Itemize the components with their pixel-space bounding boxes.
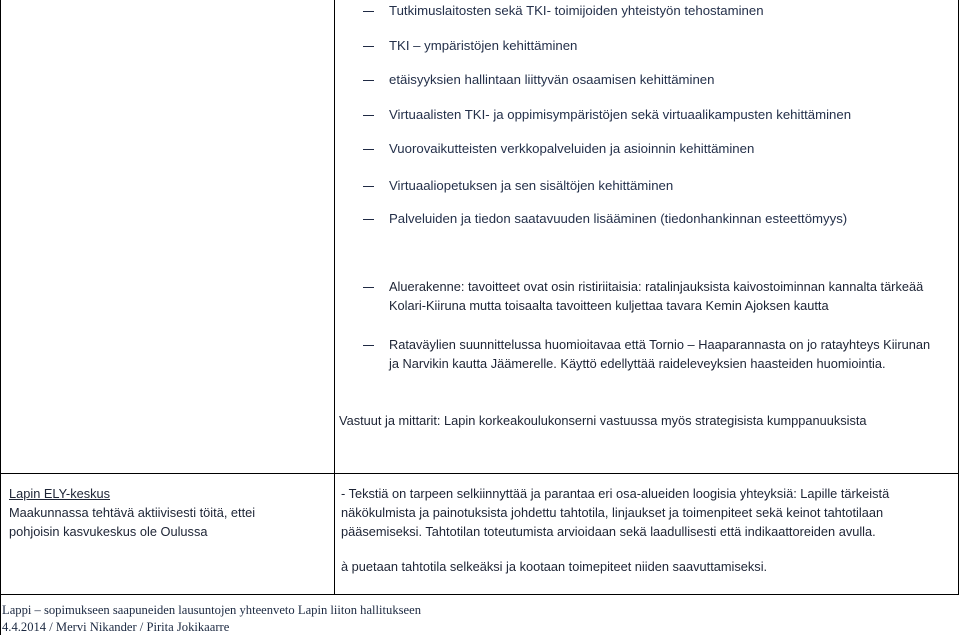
right-cell-paragraph-2: à puetaan tahtotila selkeäksi ja kootaan toimepiteet niiden saavuttamiseksi. [341,559,768,575]
left-cell [9,485,309,541]
table-border-left [0,0,1,635]
footer-line-2: 4.4.2014 / Mervi Nikander / Pirita Jokikaarre [2,620,230,634]
list-item: Vuorovaikutteisten verkkopalveluiden ja asioinnin kehittäminen [389,141,755,156]
right-cell [341,485,951,577]
footer-line-1: Lappi – sopimukseen saapuneiden lausuntojen yhteenveto Lapin liiton hallitukseen [2,603,421,617]
list-item: Palveluiden ja tiedon saatavuuden lisääminen (tiedonhankinnan esteettömyys) [389,211,848,226]
list-item: Rataväylien suunnittelussa huomioitavaa että Tornio – Haaparannasta on jo ratayhteys Kiirunan ja Narvikin kautta Jäämerelle. Käyttö edellyttää raideleveyksien haasteiden huomiointia. [389,337,931,371]
list-item: Virtuaalisten TKI- ja oppimisympäristöjen sekä virtuaalikampusten kehittäminen [389,107,852,122]
table-border-bottom [0,594,959,595]
table-border-right [958,0,959,595]
list-item: Tutkimuslaitosten sekä TKI- toimijoiden yhteistyön tehostaminen [389,3,764,18]
list-item: Virtuaaliopetuksen ja sen sisältöjen kehittäminen [389,178,674,193]
org-name: Lapin ELY-keskus [9,486,111,501]
responsibility-text: Vastuut ja mittarit: Lapin korkeakoulukonserni vastuussa myös strategisista kumppanuuksista [339,413,867,428]
list-item: etäisyyksien hallintaan liittyvän osaamisen kehittäminen [389,72,715,87]
table-divider [334,0,335,595]
list-item: TKI – ympäristöjen kehittäminen [389,38,578,53]
right-cell-paragraph-1: - Tekstiä on tarpeen selkiinnyttää ja parantaa eri osa-alueiden loogisia yhteyksiä: Lapille tärkeistä näkökulmista ja painotuksista johdettu tahtotila, linjaukset ja toimenpiteet sekä keinot tahtotilaan pääsemiseksi. Tahtotilan toteutumista arvioidaan sekä laadullisesti että indikaattoreiden avulla. [341,486,890,539]
table-row-divider [0,473,959,474]
list-item: Aluerakenne: tavoitteet ovat osin ristiriitaisia: ratalinjauksista kaivostoiminnan kannalta tärkeää Kolari-Kiiruna mutta toisaalta tavoitteen kuljettaa tavara Kemin Ajoksen kautta [389,279,924,313]
left-cell-text: Maakunnassa tehtävä aktiivisesti töitä, ettei pohjoisin kasvukeskus ole Oulussa [9,504,256,539]
